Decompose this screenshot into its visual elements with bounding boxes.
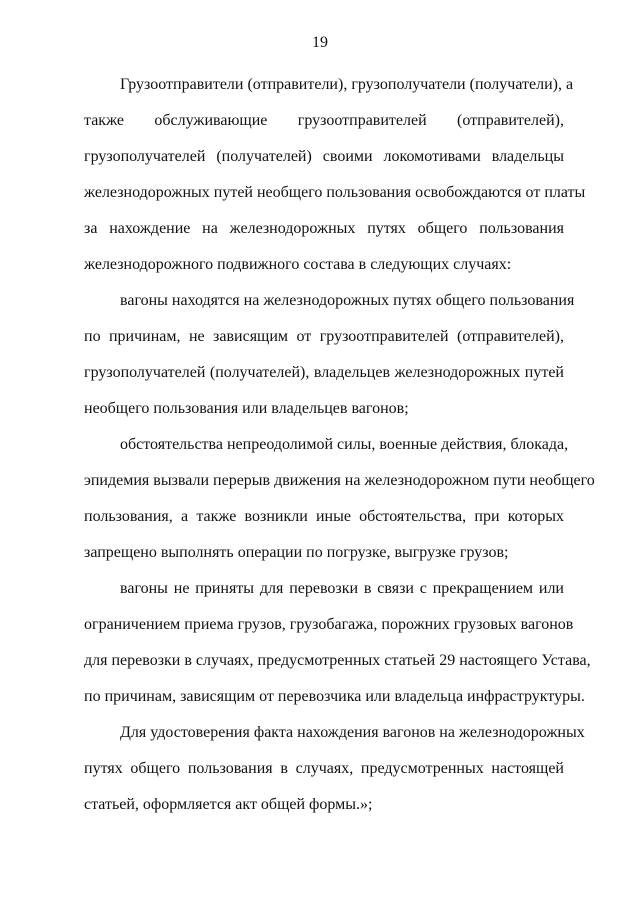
paragraph-3-line-4: запрещено выполнять операции по погрузке, выгрузке грузов; bbox=[84, 544, 509, 561]
paragraph-4-line-1: вагоны не приняты для перевозки в связи с прекращением или bbox=[120, 580, 564, 597]
paragraph-2-line-3: грузополучателей (получателей), владельцев железнодорожных путей bbox=[84, 364, 564, 381]
paragraph-2-line-2: по причинам, не зависящим от грузоотправителей (отправителей), bbox=[84, 328, 564, 345]
paragraph-4-line-2: ограничением приема грузов, грузобагажа, порожних грузовых вагонов bbox=[84, 616, 574, 633]
paragraph-3-line-1: обстоятельства непреодолимой силы, военные действия, блокада, bbox=[120, 436, 569, 453]
paragraph-5-line-1: Для удостоверения факта нахождения вагонов на железнодорожных bbox=[120, 724, 585, 741]
paragraph-5-line-2: путях общего пользования в случаях, предусмотренных настоящей bbox=[84, 760, 564, 777]
paragraph-2-line-1: вагоны находятся на железнодорожных путях общего пользования bbox=[120, 292, 575, 309]
paragraph-3-line-2: эпидемия вызвали перерыв движения на железнодорожном пути необщего bbox=[84, 472, 595, 489]
paragraph-4-line-3: для перевозки в случаях, предусмотренных статьей 29 настоящего Устава, bbox=[84, 652, 591, 669]
page-number: 19 bbox=[312, 34, 328, 51]
paragraph-1-line-5: за нахождение на железнодорожных путях общего пользования bbox=[84, 220, 564, 237]
paragraph-3-line-3: пользования, а также возникли иные обстоятельства, при которых bbox=[84, 508, 564, 525]
paragraph-1-line-4: железнодорожных путей необщего пользования освобождаются от платы bbox=[84, 184, 586, 201]
paragraph-2-line-4: необщего пользования или владельцев вагонов; bbox=[84, 400, 409, 417]
paragraph-1-line-1: Грузоотправители (отправители), грузополучатели (получатели), а bbox=[120, 76, 574, 93]
paragraph-1-line-3: грузополучателей (получателей) своими локомотивами владельцы bbox=[84, 148, 564, 165]
paragraph-1-line-6: железнодорожного подвижного состава в следующих случаях: bbox=[84, 256, 512, 273]
paragraph-1-line-2: также обслуживающие грузоотправителей (отправителей), bbox=[84, 112, 564, 129]
paragraph-5-line-3: статьей, оформляется акт общей формы.»; bbox=[84, 796, 373, 813]
paragraph-4-line-4: по причинам, зависящим от перевозчика или владельца инфраструктуры. bbox=[84, 688, 585, 705]
